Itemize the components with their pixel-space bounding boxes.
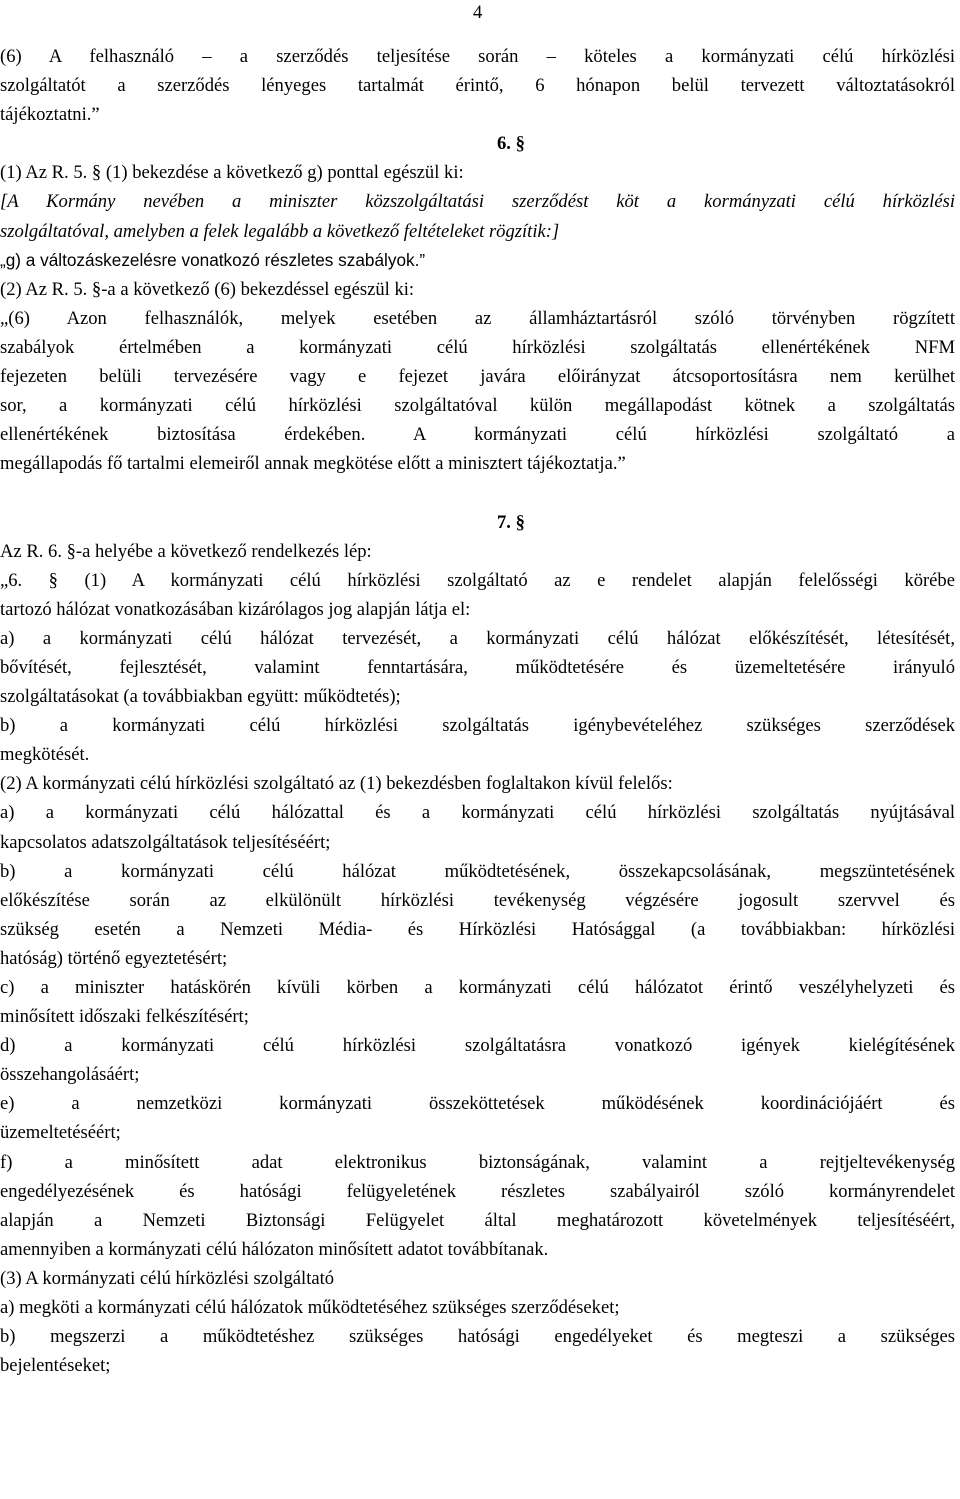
text-line: „g) a változáskezelésre vonatkozó részletes szabályok.” <box>0 249 426 270</box>
text-line: üzemeltetéséért; <box>0 1122 121 1144</box>
text-line: alapján a Nemzeti Biztonsági Felügyelet által meghatározott követelmények teljesítéséért, <box>0 1209 955 1231</box>
document-body <box>0 42 955 1380</box>
text-line: e) a nemzetközi kormányzati összeköttetések működésének koordinációjáért és <box>0 1093 955 1115</box>
text-line: d) a kormányzati célú hírközlési szolgáltatásra vonatkozó igények kielégítésének <box>0 1035 955 1057</box>
text-line: b) a kormányzati célú hálózat működtetésének, összekapcsolásának, megszüntetésének <box>0 860 955 882</box>
text-line: összehangolásáért; <box>0 1064 140 1086</box>
text-line: b) a kormányzati célú hírközlési szolgáltatás igénybevételéhez szükséges szerződések <box>0 715 955 737</box>
text-line: sor, a kormányzati célú hírközlési szolgáltatóval külön megállapodást kötnek a szolgáltatás <box>0 395 955 417</box>
text-line: a) megköti a kormányzati célú hálózatok működtetéséhez szükséges szerződéseket; <box>0 1297 620 1319</box>
text-line: (1) Az R. 5. § (1) bekezdése a következő g) ponttal egészül ki: <box>0 162 464 184</box>
text-line: szükség esetén a Nemzeti Média- és Hírközlési Hatósággal (a továbbiakban: hírközlési <box>0 918 955 940</box>
section-heading: 7. § <box>497 511 525 533</box>
text-line: szolgáltatóval, amelyben a felek legalább a következő feltételeket rögzítik:] <box>0 220 560 242</box>
page-number: 4 <box>473 2 483 23</box>
text-line: megkötését. <box>0 744 90 766</box>
text-line: szolgáltatásokat (a továbbiakban együtt: működtetés); <box>0 686 401 708</box>
text-line: kapcsolatos adatszolgáltatások teljesítéséért; <box>0 831 331 853</box>
text-line: megállapodás fő tartalmi elemeiről annak megkötése előtt a minisztert tájékoztatja.” <box>0 453 626 475</box>
spacer <box>0 478 955 507</box>
text-line: a) a kormányzati célú hálózat tervezését, a kormányzati célú hálózat előkészítését, létesítését, <box>0 627 955 649</box>
text-line: „6. § (1) A kormányzati célú hírközlési szolgáltató az e rendelet alapján felelősségi körébe <box>0 569 955 591</box>
text-line: szolgáltatót a szerződés lényeges tartalmát érintő, 6 hónapon belül tervezett változtatásokról <box>0 75 955 97</box>
text-line: fejezeten belüli tervezésére vagy e fejezet javára előirányzat átcsoportosításra nem kerülhet <box>0 366 955 388</box>
text-line: előkészítése során az elkülönült hírközlési tevékenység végzésére jogosult szervvel és <box>0 889 955 911</box>
text-line: bejelentéseket; <box>0 1355 111 1377</box>
text-line: (2) A kormányzati célú hírközlési szolgáltató az (1) bekezdésben foglaltakon kívül felelős: <box>0 773 673 795</box>
text-line: engedélyezésének és hatósági felügyeletének részletes szabályairól szóló kormányrendelet <box>0 1180 955 1202</box>
text-line: tájékoztatni.” <box>0 104 100 126</box>
text-line: bővítését, fejlesztését, valamint fenntartására, működtetésére és üzemeltetésére irányuló <box>0 656 955 678</box>
text-line: tartozó hálózat vonatkozásában kizárólagos jog alapján látja el: <box>0 598 471 620</box>
text-line: b) megszerzi a működtetéshez szükséges hatósági engedélyeket és megteszi a szükséges <box>0 1326 955 1348</box>
text-line: szabályok értelmében a kormányzati célú hírközlési szolgáltatás ellenértékének NFM <box>0 336 955 358</box>
text-line: (2) Az R. 5. §-a a következő (6) bekezdéssel egészül ki: <box>0 278 415 300</box>
text-line: hatóság) történő egyeztetésért; <box>0 947 228 969</box>
text-line: (3) A kormányzati célú hírközlési szolgáltató <box>0 1267 335 1289</box>
text-line: „(6) Azon felhasználók, melyek esetében az államháztartásról szóló törvényben rögzített <box>0 307 955 329</box>
text-line: amennyiben a kormányzati célú hálózaton minősített adatot továbbítanak. <box>0 1238 549 1260</box>
text-line: c) a miniszter hatáskörén kívüli körben a kormányzati célú hálózatot érintő veszélyhelyzeti és <box>0 977 955 998</box>
text-line: ellenértékének biztosítása érdekében. A kormányzati célú hírközlési szolgáltató a <box>0 424 955 446</box>
text-line: a) a kormányzati célú hálózattal és a kormányzati célú hírközlési szolgáltatás nyújtásával <box>0 802 955 824</box>
text-line: f) a minősített adat elektronikus biztonságának, valamint a rejtjeltevékenység <box>0 1151 955 1173</box>
text-line: Az R. 6. §-a helyébe a következő rendelkezés lép: <box>0 540 372 562</box>
section-heading: 6. § <box>497 133 525 155</box>
text-line: (6) A felhasználó – a szerződés teljesítése során – köteles a kormányzati célú hírközlési <box>0 46 955 67</box>
text-line: minősített időszaki felkészítésért; <box>0 1006 249 1028</box>
text-line: [A Kormány nevében a miniszter közszolgáltatási szerződést köt a kormányzati célú hírközlési <box>0 191 955 213</box>
